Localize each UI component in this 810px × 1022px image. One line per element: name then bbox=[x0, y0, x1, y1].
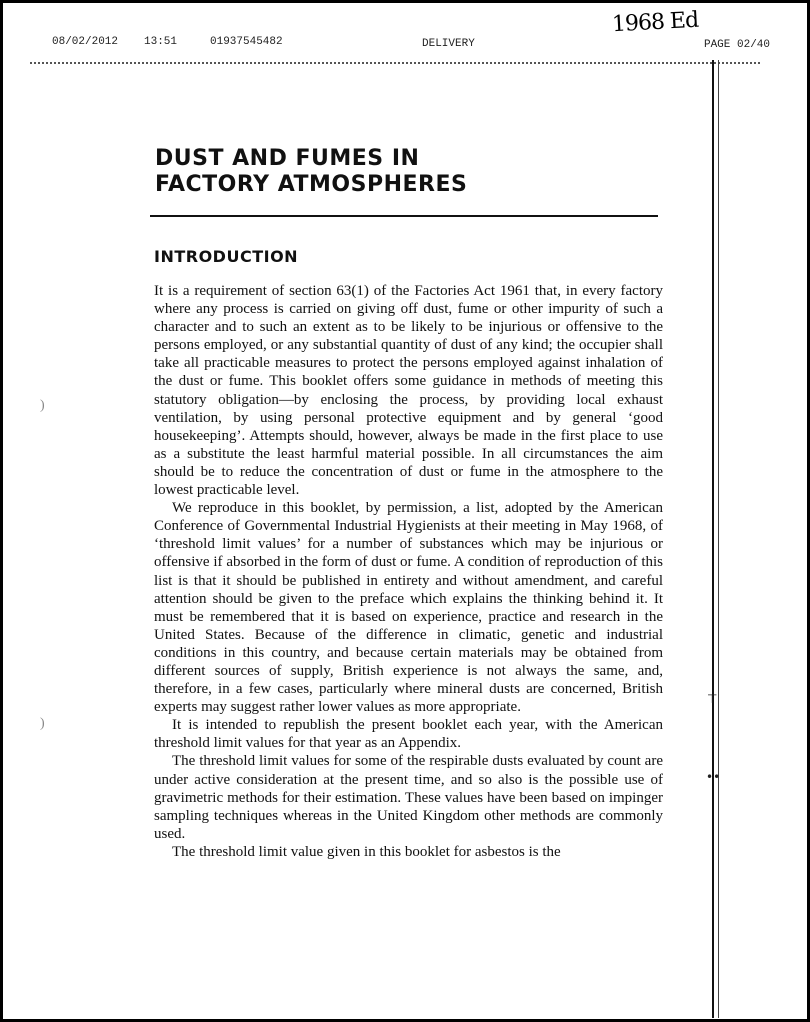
fax-date: 08/02/2012 bbox=[52, 36, 119, 48]
document-title-line-2: FACTORY ATMOSPHERES bbox=[155, 172, 468, 197]
fax-header bbox=[52, 36, 770, 52]
paragraph: We reproduce in this booklet, by permission, a list, adopted by the American Conference of Governmental Industrial Hygienists at their meeting in May 1968, of ‘threshold limit values’ for a number of substances which may be injurious or offensive if absorbed in the form of dust or fume. A condition of reproduction of this list is that it should be published in entirety and without amendment, and careful attention should be given to the preface which explains the thinking behind it. It must be remembered that it is based on experience, practice and research in the United States. Because of the difference in climatic, genetic and industrial conditions in this country, and because certain materials may be obtained from different sources of supply, British experience is not always the same, and, therefore, in a few cases, particularly where mineral dusts are concerned, British experts may suggest rather lower values as more appropriate. bbox=[154, 500, 663, 716]
fax-phone-number: 01937545482 bbox=[210, 36, 283, 48]
fax-status: DELIVERY bbox=[422, 38, 475, 50]
document-title bbox=[155, 146, 675, 198]
paragraph: It is intended to republish the present booklet each year, with the American threshold limit values for that year as an Appendix. bbox=[154, 717, 663, 752]
body-text bbox=[154, 282, 663, 861]
margin-tick-mark: ⊤ bbox=[707, 692, 718, 706]
document-title-line-1: DUST AND FUMES IN bbox=[155, 146, 420, 171]
section-heading: INTRODUCTION bbox=[154, 247, 299, 266]
fax-time: 13:51 bbox=[144, 36, 178, 48]
paragraph: It is a requirement of section 63(1) of the Factories Act 1961 that, in every factory where any process is carried on giving off dust, fume or other impurity of such a character and to such an extent as to be likely to be injurious or offensive to the persons employed, or any substantial quantity of dust of any kind; the occupier shall take all practicable measures to protect the persons employed against inhalation of the dust or fume. This booklet offers some guidance in methods of meeting this statutory obligation—by enclosing the process, by providing local exhaust ventilation, by using personal protective equipment and by general ‘good housekeeping’. Attempts should, however, always be made in the first place to use as a substitute the least harmful material possible. In all circumstances the aim should be to reduce the concentration of dust or fume in the atmosphere to the lowest practicable level. bbox=[154, 283, 663, 499]
paragraph: The threshold limit values for some of the respirable dusts evaluated by count are under active consideration at the present time, and so also is the possible use of gravimetric methods for their estimation. These values have been based on impinger sampling techniques whereas in the United Kingdom other methods are commonly used. bbox=[154, 753, 663, 842]
right-edge-rule bbox=[712, 60, 714, 1018]
margin-tick-mark: •• bbox=[706, 770, 721, 784]
right-edge-rule-inner bbox=[718, 60, 719, 1018]
paragraph: The threshold limit value given in this booklet for asbestos is the bbox=[172, 843, 561, 860]
margin-bracket-mark: ) bbox=[40, 398, 45, 413]
title-divider bbox=[150, 215, 658, 217]
handwritten-note: 1968 Ed bbox=[611, 7, 699, 38]
fax-page-number: PAGE 02/40 bbox=[703, 39, 770, 51]
margin-bracket-mark: ) bbox=[40, 716, 45, 731]
scan-artifact-line bbox=[30, 62, 760, 64]
